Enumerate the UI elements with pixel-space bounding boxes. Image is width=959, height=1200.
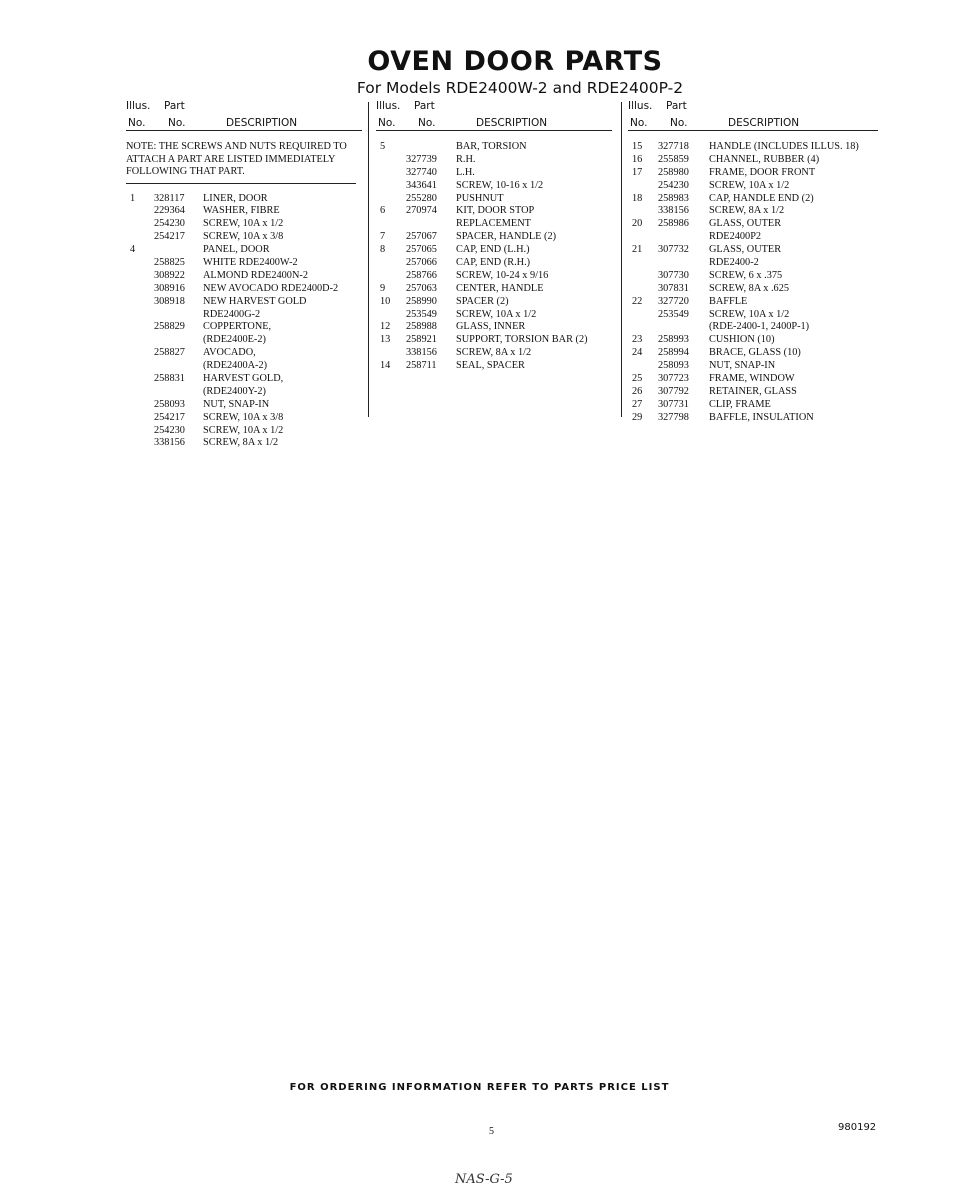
illus-number: 20 <box>632 218 643 230</box>
part-description: NUT, SNAP-IN <box>709 360 776 372</box>
column-header <box>376 100 612 131</box>
part-row <box>628 154 878 167</box>
part-number: 258988 <box>406 321 437 333</box>
header-illus: Illus. <box>628 100 653 112</box>
part-description: CHANNEL, RUBBER (4) <box>709 153 820 165</box>
part-description: SCREW, 6 x .375 <box>709 269 783 281</box>
part-description: LINER, DOOR <box>203 192 268 204</box>
part-row <box>376 154 612 167</box>
part-description: SCREW, 10A x 1/2 <box>203 218 284 230</box>
part-description: FRAME, WINDOW <box>709 373 795 385</box>
illus-number: 22 <box>632 295 643 307</box>
part-number: 255859 <box>658 153 689 165</box>
parts-list <box>376 141 612 373</box>
part-number: 327720 <box>658 295 689 307</box>
part-row <box>376 257 612 270</box>
part-row <box>126 244 362 257</box>
header-illus: Illus. <box>126 100 151 112</box>
part-description: (RDE-2400-1, 2400P-1) <box>709 321 810 333</box>
part-description: BAFFLE, INSULATION <box>709 411 814 423</box>
ordering-footer: FOR ORDERING INFORMATION REFER TO PARTS PRICE LIST <box>289 1082 670 1093</box>
part-row <box>126 283 362 296</box>
part-row <box>376 193 612 206</box>
part-number: 338156 <box>154 437 185 449</box>
part-row <box>126 321 362 334</box>
part-row <box>628 141 878 154</box>
part-row <box>126 425 362 438</box>
part-description: SCREW, 10A x 3/8 <box>203 231 284 243</box>
part-row <box>376 244 612 257</box>
part-description: ALMOND RDE2400N-2 <box>203 269 308 281</box>
part-row <box>126 296 362 309</box>
part-row <box>376 270 612 283</box>
part-row <box>126 412 362 425</box>
parts-column-2 <box>376 100 612 373</box>
part-description: FRAME, DOOR FRONT <box>709 166 816 178</box>
illus-number: 9 <box>380 282 386 294</box>
part-row <box>376 309 612 322</box>
part-row <box>376 321 612 334</box>
part-row <box>376 167 612 180</box>
part-number: 258983 <box>658 192 689 204</box>
part-row <box>376 360 612 373</box>
part-number: 254230 <box>154 424 185 436</box>
part-row <box>126 309 362 322</box>
illus-number: 6 <box>380 205 386 217</box>
part-number: 253549 <box>658 308 689 320</box>
part-description: SCREW, 8A x 1/2 <box>709 205 785 217</box>
part-row <box>126 334 362 347</box>
part-number: 254230 <box>154 218 185 230</box>
part-number: 257063 <box>406 282 437 294</box>
illus-number: 29 <box>632 411 643 423</box>
header-part: Part <box>414 100 435 112</box>
parts-list <box>628 141 878 425</box>
header-no-illus: No. <box>128 117 146 129</box>
part-number: 258093 <box>658 360 689 372</box>
part-row <box>628 167 878 180</box>
page-number: 5 <box>489 1126 494 1137</box>
illus-number: 16 <box>632 153 643 165</box>
part-row <box>126 231 362 244</box>
part-row <box>126 399 362 412</box>
part-description: COPPERTONE, <box>203 321 272 333</box>
part-number: 307732 <box>658 244 689 256</box>
header-part: Part <box>164 100 185 112</box>
part-row <box>376 334 612 347</box>
part-number: 343641 <box>406 179 437 191</box>
illus-number: 14 <box>380 360 391 372</box>
illus-number: 4 <box>130 244 136 256</box>
part-number: 258827 <box>154 347 185 359</box>
part-description: RDE2400-2 <box>709 257 759 269</box>
part-description: NUT, SNAP-IN <box>203 398 270 410</box>
illus-number: 18 <box>632 192 643 204</box>
parts-column-1 <box>126 100 362 450</box>
illus-number: 21 <box>632 244 643 256</box>
part-description: HARVEST GOLD, <box>203 372 284 384</box>
page-title: OVEN DOOR PARTS <box>367 46 663 77</box>
illus-number: 24 <box>632 347 643 359</box>
part-number: 257066 <box>406 257 437 269</box>
part-row <box>628 334 878 347</box>
part-number: 258711 <box>406 360 437 372</box>
part-description: GLASS, INNER <box>456 321 526 333</box>
part-row <box>628 373 878 386</box>
part-number: 258994 <box>658 347 689 359</box>
part-description: BAR, TORSION <box>456 141 527 152</box>
part-row <box>628 180 878 193</box>
part-number: 308918 <box>154 295 185 307</box>
header-no-illus: No. <box>378 117 396 129</box>
part-description: SCREW, 10A x 1/2 <box>709 308 790 320</box>
part-description: SCREW, 10-24 x 9/16 <box>456 269 549 281</box>
part-number: 327718 <box>658 141 689 152</box>
part-number: 327798 <box>658 411 689 423</box>
part-number: 307730 <box>658 269 689 281</box>
page-subtitle: For Models RDE2400W-2 and RDE2400P-2 <box>356 79 684 97</box>
illus-number: 1 <box>130 192 136 204</box>
part-number: 254230 <box>658 179 689 191</box>
part-description: CAP, END (R.H.) <box>456 257 531 269</box>
part-description: GLASS, OUTER <box>709 244 782 256</box>
part-number: 258993 <box>658 334 689 346</box>
part-number: 257065 <box>406 244 437 256</box>
part-row <box>376 218 612 231</box>
part-number: 258990 <box>406 295 437 307</box>
part-description: CUSHION (10) <box>709 334 775 346</box>
parts-column-3 <box>628 100 878 425</box>
part-description: NEW HARVEST GOLD <box>203 295 307 307</box>
part-row <box>376 141 612 154</box>
header-no-part: No. <box>168 117 186 129</box>
part-number: 254217 <box>154 411 185 423</box>
part-description: CLIP, FRAME <box>709 398 771 410</box>
illus-number: 15 <box>632 141 643 152</box>
part-row <box>628 347 878 360</box>
illus-number: 10 <box>380 295 391 307</box>
illus-number: 7 <box>380 231 386 243</box>
part-description: CAP, HANDLE END (2) <box>709 192 814 204</box>
parts-list <box>126 193 362 451</box>
part-description: (RDE2400E-2) <box>203 334 266 346</box>
part-row <box>126 257 362 270</box>
part-description: SCREW, 10A x 3/8 <box>203 411 284 423</box>
part-description: RETAINER, GLASS <box>709 385 797 397</box>
part-description: CAP, END (L.H.) <box>456 244 530 256</box>
part-row <box>126 205 362 218</box>
part-description: SCREW, 10-16 x 1/2 <box>456 179 544 191</box>
part-description: SPACER (2) <box>456 295 509 307</box>
part-row <box>376 205 612 218</box>
part-number: 307831 <box>658 282 689 294</box>
part-number: 308922 <box>154 269 185 281</box>
part-row <box>376 296 612 309</box>
header-no-illus: No. <box>630 117 648 129</box>
part-row <box>376 283 612 296</box>
part-description: RDE2400P2 <box>709 231 762 243</box>
illus-number: 23 <box>632 334 643 346</box>
illus-number: 25 <box>632 373 643 385</box>
part-number: 308916 <box>154 282 185 294</box>
part-description: CENTER, HANDLE <box>456 282 544 294</box>
part-row <box>628 360 878 373</box>
part-row <box>628 283 878 296</box>
part-description: R.H. <box>456 153 476 165</box>
part-number: 338156 <box>658 205 689 217</box>
part-description: L.H. <box>456 166 475 178</box>
header-part: Part <box>666 100 687 112</box>
illus-number: 12 <box>380 321 391 333</box>
screws-note: NOTE: THE SCREWS AND NUTS REQUIRED TO ATTACH A PART ARE LISTED IMMEDIATELY FOLLOWING THAT PART. <box>126 141 356 184</box>
part-row <box>628 218 878 231</box>
part-number: 254217 <box>154 231 185 243</box>
part-row <box>628 231 878 244</box>
part-description: SCREW, 10A x 1/2 <box>456 308 537 320</box>
header-illus: Illus. <box>376 100 401 112</box>
part-row <box>376 231 612 244</box>
header-description: DESCRIPTION <box>476 117 548 129</box>
part-description: BAFFLE <box>709 295 748 307</box>
part-description: NEW AVOCADO RDE2400D-2 <box>203 282 339 294</box>
part-number: 270974 <box>406 205 437 217</box>
part-number: 328117 <box>154 192 185 204</box>
part-description: SCREW, 10A x 1/2 <box>203 424 284 436</box>
part-row <box>628 193 878 206</box>
part-number: 258825 <box>154 256 185 268</box>
part-number: 258829 <box>154 321 185 333</box>
illus-number: 26 <box>632 385 643 397</box>
part-description: SCREW, 8A x 1/2 <box>456 347 532 359</box>
part-number: 338156 <box>406 347 437 359</box>
part-description: PANEL, DOOR <box>203 244 270 256</box>
part-row <box>628 321 878 334</box>
part-description: REPLACEMENT <box>456 218 531 230</box>
part-description: SCREW, 8A x 1/2 <box>203 437 279 449</box>
column-divider <box>621 102 622 417</box>
part-number: 327739 <box>406 153 437 165</box>
illus-number: 27 <box>632 398 643 410</box>
part-description: SEAL, SPACER <box>456 360 525 372</box>
part-description: SCREW, 10A x 1/2 <box>709 179 790 191</box>
part-row <box>628 270 878 283</box>
header-description: DESCRIPTION <box>728 117 800 129</box>
part-description: AVOCADO, <box>203 347 256 359</box>
part-row <box>628 257 878 270</box>
part-row <box>126 270 362 283</box>
part-row <box>628 205 878 218</box>
illus-number: 13 <box>380 334 391 346</box>
part-number: 258831 <box>154 372 185 384</box>
part-number: 258093 <box>154 398 185 410</box>
part-number: 258766 <box>406 269 437 281</box>
part-description: (RDE2400A-2) <box>203 360 268 372</box>
part-number: 327740 <box>406 166 437 178</box>
part-number: 307792 <box>658 385 689 397</box>
illus-number: 8 <box>380 244 386 256</box>
part-row <box>126 437 362 450</box>
header-description: DESCRIPTION <box>226 117 298 129</box>
part-number: 258986 <box>658 218 689 230</box>
column-header <box>126 100 362 131</box>
part-description: WASHER, FIBRE <box>203 205 280 217</box>
column-divider <box>368 102 369 417</box>
illus-number: 17 <box>632 166 643 178</box>
column-header <box>628 100 878 131</box>
part-row <box>628 386 878 399</box>
part-description: BRACE, GLASS (10) <box>709 347 801 359</box>
part-row <box>628 244 878 257</box>
document-number: 980192 <box>838 1122 877 1133</box>
header-no-part: No. <box>670 117 688 129</box>
part-description: HANDLE (INCLUDES ILLUS. 18) <box>709 141 859 152</box>
handwritten-note: NAS-G-5 <box>455 1172 513 1187</box>
part-number: 255280 <box>406 192 437 204</box>
part-description: SCREW, 8A x .625 <box>709 282 790 294</box>
part-row <box>126 347 362 360</box>
part-number: 229364 <box>154 205 185 217</box>
illus-number: 5 <box>380 141 386 152</box>
part-description: KIT, DOOR STOP <box>456 205 535 217</box>
part-row <box>628 399 878 412</box>
part-description: RDE2400G-2 <box>203 308 261 320</box>
part-description: SPACER, HANDLE (2) <box>456 231 557 243</box>
part-number: 258980 <box>658 166 689 178</box>
part-row <box>126 218 362 231</box>
part-number: 257067 <box>406 231 437 243</box>
part-description: GLASS, OUTER <box>709 218 782 230</box>
part-row <box>376 347 612 360</box>
part-row <box>126 386 362 399</box>
part-description: SUPPORT, TORSION BAR (2) <box>456 334 588 346</box>
part-number: 258921 <box>406 334 437 346</box>
part-description: WHITE RDE2400W-2 <box>203 256 298 268</box>
header-no-part: No. <box>418 117 436 129</box>
part-description: (RDE2400Y-2) <box>203 385 266 397</box>
part-number: 307723 <box>658 373 689 385</box>
part-number: 307731 <box>658 398 689 410</box>
part-row <box>126 193 362 206</box>
part-row <box>126 360 362 373</box>
part-number: 253549 <box>406 308 437 320</box>
part-row <box>628 296 878 309</box>
part-row <box>126 373 362 386</box>
part-description: PUSHNUT <box>456 192 504 204</box>
part-row <box>628 412 878 425</box>
part-row <box>628 309 878 322</box>
part-row <box>376 180 612 193</box>
